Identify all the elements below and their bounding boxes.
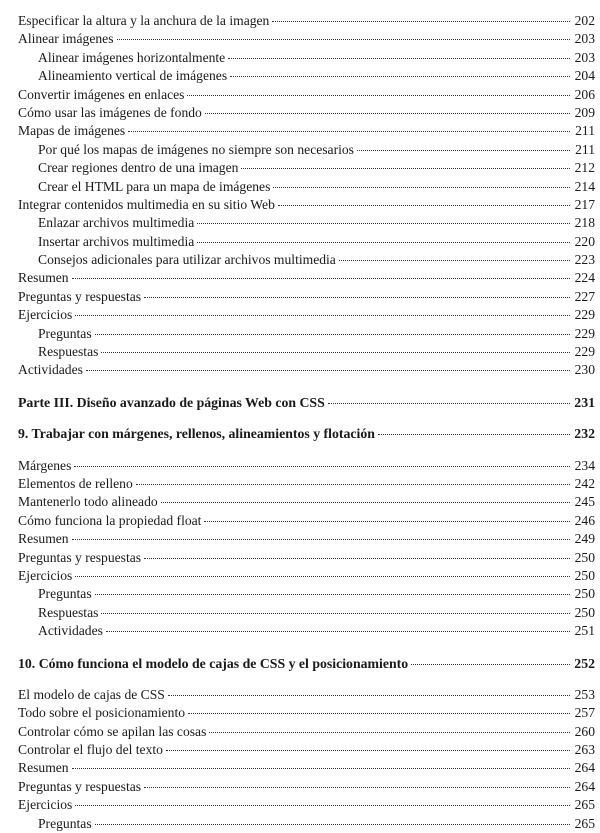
- dot-leader: [136, 484, 570, 485]
- toc-entry: [18, 343, 595, 361]
- dot-leader: [230, 76, 570, 77]
- toc-entry: [18, 122, 595, 140]
- toc-entry-title: Preguntas: [38, 815, 92, 831]
- dot-leader: [74, 466, 570, 467]
- toc-entry: [18, 759, 595, 777]
- toc-entry-title: Ejercicios: [18, 307, 73, 323]
- toc-entry-title: Integrar contenidos multimedia en su sitio Web: [18, 196, 275, 212]
- toc-entry-page-number: 264: [574, 760, 595, 776]
- toc-entry-page-number: 229: [574, 325, 595, 341]
- dot-leader: [272, 21, 570, 22]
- toc-entry: [18, 141, 595, 159]
- toc-entry-page-number: 218: [574, 215, 595, 231]
- toc-entry: [18, 704, 595, 722]
- toc-entry-page-number: 224: [574, 270, 595, 286]
- toc-entry-title: Controlar el flujo del texto: [18, 742, 163, 758]
- toc-entry: [18, 567, 595, 585]
- toc-heading-entry: [18, 394, 595, 412]
- toc-entry-page-number: 250: [574, 604, 595, 620]
- toc-entry: [18, 778, 595, 796]
- dot-leader: [101, 613, 570, 614]
- toc-entry-title: Mapas de imágenes: [18, 123, 126, 139]
- toc-entry-page-number: 250: [574, 549, 595, 565]
- toc-entry-page-number: 252: [574, 655, 595, 671]
- toc-entry-title: Alinear imágenes: [18, 31, 114, 47]
- toc-entry: [18, 622, 595, 640]
- toc-entry: [18, 159, 595, 177]
- toc-entry-page-number: 231: [574, 394, 595, 410]
- toc-entry-title: Resumen: [18, 760, 69, 776]
- toc-entry-page-number: 211: [575, 123, 595, 139]
- toc-entry: [18, 12, 595, 30]
- toc-entry-page-number: 242: [574, 475, 595, 491]
- toc-entry: [18, 549, 595, 567]
- dot-leader: [204, 521, 570, 522]
- toc-entry-title: 9. Trabajar con márgenes, rellenos, alineamientos y flotación: [18, 426, 375, 442]
- dot-leader: [378, 434, 570, 435]
- toc-entry: [18, 306, 595, 324]
- dot-leader: [168, 695, 570, 696]
- toc-entry-title: Por qué los mapas de imágenes no siempre son necesarios: [38, 141, 354, 157]
- toc-entry-title: Elementos de relleno: [18, 475, 133, 491]
- toc-entry: [18, 493, 595, 511]
- dot-leader: [72, 768, 570, 769]
- toc-entry-page-number: 250: [574, 567, 595, 583]
- dot-leader: [86, 370, 570, 371]
- dot-leader: [75, 576, 570, 577]
- dot-leader: [144, 297, 570, 298]
- toc-entry-page-number: 209: [574, 104, 595, 120]
- toc-entry: [18, 86, 595, 104]
- dot-leader: [117, 39, 571, 40]
- toc-entry-page-number: 206: [574, 86, 595, 102]
- toc-entry-title: Preguntas y respuestas: [18, 288, 142, 304]
- toc-entry-page-number: 265: [574, 815, 595, 831]
- toc-entry-page-number: 264: [574, 778, 595, 794]
- toc-entry: [18, 214, 595, 232]
- toc-entry-title: 10. Cómo funciona el modelo de cajas de CSS y el posicionamiento: [18, 655, 409, 671]
- toc-entry-title: Mantenerlo todo alineado: [18, 494, 158, 510]
- toc-entry-page-number: 229: [574, 344, 595, 360]
- toc-entry-page-number: 227: [574, 288, 595, 304]
- dot-leader: [128, 131, 570, 132]
- toc-entry-page-number: 211: [575, 141, 595, 157]
- dot-leader: [72, 278, 570, 279]
- dot-leader: [205, 113, 570, 114]
- toc-entry-page-number: 245: [574, 494, 595, 510]
- toc-entry-title: Cómo usar las imágenes de fondo: [18, 104, 202, 120]
- toc-entry-page-number: 203: [574, 49, 595, 65]
- toc-entry: [18, 251, 595, 269]
- toc-entry-title: El modelo de cajas de CSS: [18, 686, 165, 702]
- toc-entry-title: Respuestas: [38, 344, 99, 360]
- toc-entry-page-number: 249: [574, 531, 595, 547]
- toc-entry-page-number: 202: [574, 13, 595, 28]
- dot-leader: [161, 502, 570, 503]
- dot-leader: [106, 631, 570, 632]
- toc-entry-title: Actividades: [38, 623, 103, 639]
- toc-entry-title: Todo sobre el posicionamiento: [18, 705, 186, 721]
- toc-entry-title: Resumen: [18, 270, 69, 286]
- toc-entry-page-number: 234: [574, 457, 595, 473]
- toc-entry-title: Crear el HTML para un mapa de imágenes: [38, 178, 271, 194]
- toc-entry: [18, 530, 595, 548]
- toc-entry: [18, 325, 595, 343]
- toc-entry: [18, 67, 595, 85]
- dot-leader: [95, 594, 570, 595]
- toc-entry: [18, 361, 595, 379]
- dot-leader: [187, 95, 570, 96]
- toc-entry: [18, 30, 595, 48]
- dot-leader: [95, 824, 570, 825]
- dot-leader: [95, 334, 570, 335]
- toc-entry: [18, 512, 595, 530]
- dot-leader: [411, 664, 570, 665]
- dot-leader: [197, 242, 570, 243]
- toc-entry-page-number: 265: [574, 797, 595, 813]
- toc-entry-page-number: 263: [574, 742, 595, 758]
- section-gap: [18, 412, 595, 425]
- toc-entry-page-number: 220: [574, 233, 595, 249]
- toc-entry-title: Márgenes: [18, 457, 72, 473]
- toc-entry-title: Ejercicios: [18, 797, 73, 813]
- toc-entry-page-number: 223: [574, 252, 595, 268]
- dot-leader: [278, 205, 570, 206]
- toc-entry: [18, 196, 595, 214]
- toc-entry-page-number: 230: [574, 362, 595, 378]
- dot-leader: [339, 260, 570, 261]
- dot-leader: [188, 713, 570, 714]
- dot-leader: [197, 223, 570, 224]
- toc-entry-title: Preguntas: [38, 325, 92, 341]
- toc-entry-title: Convertir imágenes en enlaces: [18, 86, 185, 102]
- toc-entry: [18, 49, 595, 67]
- dot-leader: [209, 732, 570, 733]
- table-of-contents: [18, 12, 595, 833]
- toc-entry-page-number: 212: [574, 160, 595, 176]
- toc-entry-page-number: 257: [574, 705, 595, 721]
- toc-entry-title: Preguntas y respuestas: [18, 549, 142, 565]
- toc-entry-title: Preguntas y respuestas: [18, 778, 142, 794]
- toc-entry-page-number: 229: [574, 307, 595, 323]
- toc-entry-title: Parte III. Diseño avanzado de páginas Web con CSS: [18, 394, 325, 410]
- toc-entry-page-number: 246: [574, 512, 595, 528]
- section-gap: [18, 673, 595, 686]
- toc-entry-page-number: 204: [574, 68, 595, 84]
- toc-heading-entry: [18, 425, 595, 443]
- toc-entry-title: Cómo funciona la propiedad float: [18, 512, 202, 528]
- toc-entry-page-number: 214: [574, 178, 595, 194]
- toc-entry: [18, 475, 595, 493]
- toc-entry-title: Consejos adicionales para utilizar archivos multimedia: [38, 252, 336, 268]
- section-gap: [18, 444, 595, 457]
- toc-entry-title: Controlar cómo se apilan las cosas: [18, 723, 207, 739]
- toc-entry-title: Alinear imágenes horizontalmente: [38, 49, 226, 65]
- toc-entry-page-number: 203: [574, 31, 595, 47]
- dot-leader: [144, 787, 570, 788]
- section-gap: [18, 641, 595, 655]
- toc-entry-title: Resumen: [18, 531, 69, 547]
- toc-entry: [18, 723, 595, 741]
- toc-entry: [18, 288, 595, 306]
- toc-entry-title: Crear regiones dentro de una imagen: [38, 160, 239, 176]
- toc-entry: [18, 104, 595, 122]
- dot-leader: [273, 187, 570, 188]
- toc-entry: [18, 178, 595, 196]
- section-gap: [18, 380, 595, 394]
- toc-entry-title: Alineamiento vertical de imágenes: [38, 68, 228, 84]
- toc-entry-title: Especificar la altura y la anchura de la imagen: [18, 13, 270, 28]
- toc-entry: [18, 233, 595, 251]
- dot-leader: [228, 58, 570, 59]
- toc-entry: [18, 269, 595, 287]
- toc-entry: [18, 686, 595, 704]
- toc-entry-title: Enlazar archivos multimedia: [38, 215, 195, 231]
- toc-entry-page-number: 232: [574, 426, 595, 442]
- toc-entry: [18, 815, 595, 833]
- toc-entry: [18, 457, 595, 475]
- toc-entry: [18, 585, 595, 603]
- dot-leader: [166, 750, 570, 751]
- toc-entry: [18, 604, 595, 622]
- toc-entry-title: Respuestas: [38, 604, 99, 620]
- toc-entry: [18, 741, 595, 759]
- toc-entry-title: Insertar archivos multimedia: [38, 233, 195, 249]
- dot-leader: [241, 168, 570, 169]
- toc-entry-title: Preguntas: [38, 586, 92, 602]
- toc-entry-page-number: 251: [574, 623, 595, 639]
- toc-entry-title: Ejercicios: [18, 567, 73, 583]
- toc-entry-title: Actividades: [18, 362, 83, 378]
- dot-leader: [75, 315, 570, 316]
- dot-leader: [75, 805, 570, 806]
- toc-entry-page-number: 250: [574, 586, 595, 602]
- dot-leader: [144, 558, 570, 559]
- toc-entry-page-number: 253: [574, 686, 595, 702]
- toc-entry-page-number: 260: [574, 723, 595, 739]
- toc-heading-entry: [18, 655, 595, 673]
- dot-leader: [357, 150, 570, 151]
- dot-leader: [72, 539, 570, 540]
- dot-leader: [328, 403, 570, 404]
- toc-entry-page-number: 217: [574, 196, 595, 212]
- dot-leader: [101, 352, 570, 353]
